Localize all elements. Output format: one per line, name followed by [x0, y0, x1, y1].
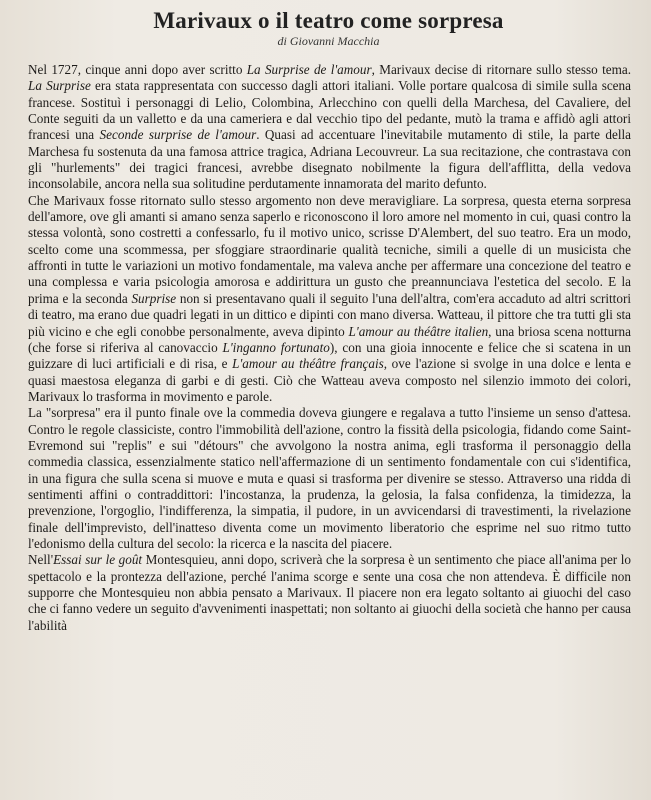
italic-title-run: L'amour au théâtre français: [232, 356, 384, 372]
article-body: [28, 62, 631, 634]
article-title: Marivaux o il teatro come sorpresa: [153, 8, 504, 33]
text-run: . Quasi ad accentuare l'inevitabile mutamento di stile, la parte della Marchesa fu sostenuta da una famosa attrice tragica, Adriana Lecouvreur. La sua recitazione, che contrastava con gli "hurlements" dei tragici francesi, avrebbe disegnato nobilmente la figura dell'afflitta, della vedova inconsolabile, ancora nella sua solitudine perdutamente innamorata del marito defunto.: [28, 127, 631, 192]
text-run: Nel 1727, cinque anni dopo aver scritto: [28, 62, 247, 77]
text-run: , Marivaux decise di ritornare sullo stesso tema.: [371, 62, 631, 77]
text-run: Che Marivaux fosse ritornato sullo stesso argomento non deve meravigliare. La sorpresa, questa eterna sorpresa dell'amore, ove gli amanti si amano senza saperlo e riconoscono il loro amore nel momento in cui, quasi contro la stessa volontà, sono costretti a confessarlo, fu il motivo unico, scrisse D'Alembert, del suo teatro. Era un modo, scelto come una scommessa, per sfoggiare straordinarie qualità tecniche, simili a quelle di un musicista che affronti in tutte le variazioni un motivo fondamentale, ma valeva anche per affermare una concezione del teatro e una complessa e varia psicologia amorosa e addirittura un gusto che preannunciava l'estetica del secolo. E la prima e la seconda: [28, 192, 631, 306]
italic-title-run: Surprise: [131, 290, 177, 306]
paragraph-2: [28, 193, 631, 405]
paragraph-4: [28, 552, 631, 634]
paragraph-3: [28, 405, 631, 552]
text-run: La "sorpresa" era il punto finale ove la commedia doveva giungere e regalava a tutto l'insieme un senso d'attesa. Contro le regole classiciste, contro l'immobilità dell'azione, contro la fissità della psicologia, fidando come Saint-Evremond sui "replis" e sui "détours" che avvolgono la nostra anima, egli trasforma il personaggio della commedia classica, essenzialmente statico nell'affermazione di un sentimento fondamentale con cui s'identifica, in una figura che sulla scena si muove e muta e quasi si trasforma per divenire se stesso. Attraverso una ridda di sentimenti affini o contraddittori: l'incostanza, la prudenza, la gelosia, la falsa confidenza, la timidezza, la prevenzione, l'orgoglio, l'indifferenza, la simpatia, il pudore, in un avvicendarsi di travestimenti, la rivelazione finale dell'imprevisto, dell'inatteso diventa come un movimento liberatorio che esprime nel suo ritmo tutto l'edonismo della cultura del secolo: la ricerca e la nascita del piacere.: [28, 405, 631, 551]
italic-title-run: La Surprise: [28, 78, 91, 94]
text-run: era stata rappresentata con successo dagli attori italiani. Volle portare qualcosa di simile sulla scena francese. Sostituì i personaggi di Lelio, Colombina, Arlecchino con quelli della Marchesa, del Cavaliere, del Conte seguiti da un valletto e da una cameriera e dal vecchio tipo del pedante, mutò la trama e affidò agli attori francesi una: [28, 78, 631, 143]
text-run: , una briosa scena notturna (che forse si riferiva al canovaccio: [28, 323, 631, 355]
article-byline: di Giovanni Macchia: [277, 34, 380, 48]
text-run: Nell': [28, 552, 54, 568]
text-run: Montesquieu, anni dopo, scriverà che la sorpresa è un sentimento che piace all'anima per lo spettacolo e la prontezza dell'azione, perché l'anima scorge e sente una cosa che non attendeva. È difficile non supporre che Montesquieu non abbia pensato a Marivaux. Il piacere non era legato soltanto ai giuochi del caso che ci fanno vedere un seguito d'avvenimenti inaspettati; non soltanto ai giuochi della società che hanno per causa l'abilità: [28, 552, 631, 633]
italic-title-run: Seconde surprise de l'amour: [99, 127, 257, 143]
text-run: non si presentavano quali il seguito l'una dell'altra, com'era accaduto ad altri scrittori di teatro, ma erano due quadri legati in un dittico e dipinti con mano diversa. Watteau, il pittore che tra tutti gli sta più vicino e che egli conobbe personalmente, aveva dipinto: [28, 290, 631, 339]
paragraph-1: [28, 62, 631, 193]
text-run: , ove l'azione si svolge in una dolce e lenta e quasi maestosa eleganza di garbi e di gesti. Ciò che Watteau aveva composto nel silenzio immoto dei colori, Marivaux lo trasforma in movimento e parole.: [28, 356, 631, 404]
italic-title-run: L'inganno fortunato: [222, 339, 330, 355]
text-run: ), con una gioia innocente e felice che si scatena in un guizzare di luci artificiali e di risa, e: [28, 339, 631, 372]
italic-title-run: La Surprise de l'amour: [246, 62, 372, 77]
italic-title-run: L'amour au théâtre italien: [348, 323, 489, 339]
italic-title-run: Essai sur le goût: [53, 552, 143, 568]
